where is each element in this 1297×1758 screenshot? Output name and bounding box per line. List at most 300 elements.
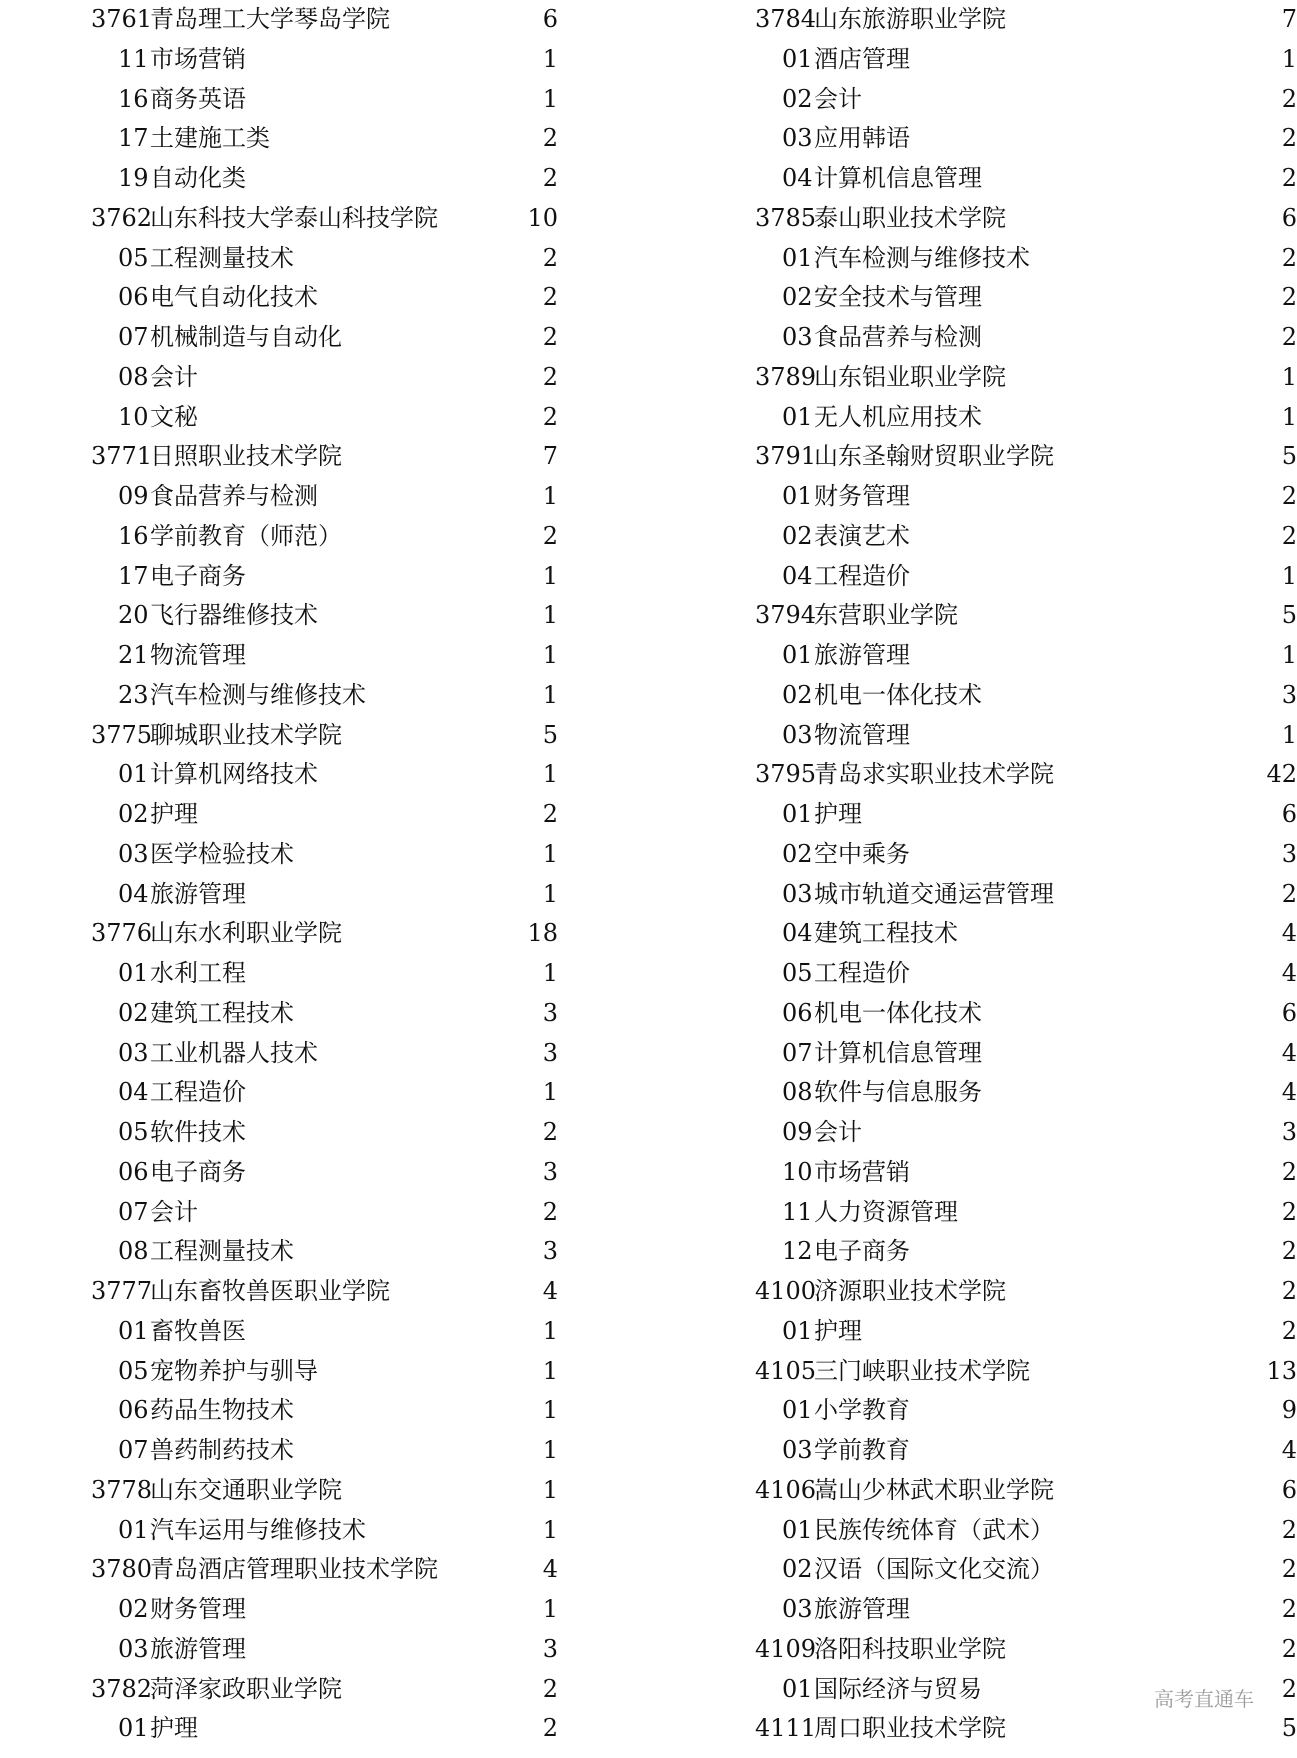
major-name: 汉语（国际文化交流）: [814, 1555, 1054, 1584]
quota-count: 1: [542, 84, 558, 113]
quota-count: 10: [527, 203, 558, 232]
school-row: [640, 755, 1297, 795]
quota-count: 1: [542, 1356, 558, 1385]
major-row: [0, 596, 590, 636]
school-code: 3761: [91, 5, 153, 33]
school-row: [0, 1272, 590, 1312]
quota-count: 2: [1281, 283, 1297, 312]
school-code: 3775: [91, 720, 153, 749]
major-code: 01: [118, 1515, 149, 1544]
major-row: [640, 119, 1297, 159]
quota-count: 5: [1281, 442, 1297, 471]
major-code: 08: [118, 362, 149, 391]
school-code: 4106: [755, 1475, 817, 1504]
major-row: [0, 1590, 590, 1630]
major-row: [640, 1431, 1297, 1471]
major-name: 电子商务: [814, 1237, 910, 1266]
right-column: [640, 0, 1297, 1749]
quota-count: 4: [1281, 1078, 1297, 1107]
quota-count: 2: [542, 124, 558, 153]
quota-count: 1: [1281, 561, 1297, 590]
major-code: 01: [118, 760, 149, 789]
major-code: 02: [118, 1595, 149, 1623]
major-name: 护理: [814, 800, 862, 828]
quota-count: 1: [542, 879, 558, 908]
major-name: 畜牧兽医: [150, 1316, 246, 1345]
quota-count: 1: [542, 641, 558, 669]
major-name: 电子商务: [150, 561, 246, 590]
school-code: 3780: [91, 1555, 153, 1584]
quota-count: 1: [542, 680, 558, 709]
major-name: 商务英语: [150, 84, 246, 113]
major-row: [0, 795, 590, 835]
school-code: 3789: [755, 362, 817, 391]
quota-count: 1: [542, 1316, 558, 1345]
major-name: 城市轨道交通运营管理: [814, 879, 1054, 908]
major-row: [640, 477, 1297, 517]
school-row: [640, 1272, 1297, 1312]
quota-count: 1: [542, 959, 558, 987]
school-code: 3794: [755, 601, 817, 630]
major-name: 小学教育: [814, 1396, 910, 1425]
major-name: 空中乘务: [814, 839, 910, 868]
school-row: [640, 1709, 1297, 1749]
quota-count: 2: [542, 800, 558, 828]
major-name: 机电一体化技术: [814, 998, 982, 1027]
quota-count: 1: [1281, 720, 1297, 749]
major-row: [0, 557, 590, 597]
quota-count: 1: [1281, 44, 1297, 73]
major-name: 旅游管理: [150, 879, 246, 908]
major-row: [0, 1193, 590, 1233]
major-row: [640, 1550, 1297, 1590]
major-code: 05: [118, 1118, 149, 1146]
major-code: 02: [782, 839, 813, 868]
school-name: 山东旅游职业学院: [814, 5, 1006, 33]
major-name: 物流管理: [814, 720, 910, 749]
major-name: 会计: [150, 362, 198, 391]
major-name: 建筑工程技术: [814, 919, 958, 948]
quota-count: 2: [1281, 521, 1297, 550]
major-code: 06: [118, 1157, 149, 1186]
major-code: 04: [782, 561, 813, 590]
school-code: 3791: [755, 442, 817, 471]
quota-count: 2: [542, 283, 558, 312]
major-row: [0, 994, 590, 1034]
quota-count: 13: [1266, 1356, 1297, 1385]
major-row: [0, 636, 590, 676]
major-code: 21: [118, 641, 149, 669]
school-name: 东营职业学院: [814, 601, 958, 630]
quota-count: 2: [542, 402, 558, 431]
major-code: 03: [782, 879, 813, 908]
quota-count: 4: [1281, 959, 1297, 987]
quota-count: 2: [1281, 323, 1297, 351]
major-name: 财务管理: [150, 1595, 246, 1623]
major-row: [0, 954, 590, 994]
major-code: 17: [118, 124, 149, 153]
major-code: 06: [118, 283, 149, 312]
school-row: [640, 437, 1297, 477]
major-name: 表演艺术: [814, 521, 910, 550]
major-code: 01: [782, 402, 813, 431]
school-code: 4100: [755, 1277, 817, 1305]
major-name: 医学检验技术: [150, 839, 294, 868]
quota-count: 2: [1281, 1316, 1297, 1345]
quota-count: 2: [542, 323, 558, 351]
school-row: [0, 1550, 590, 1590]
quota-count: 1: [1281, 362, 1297, 391]
quota-count: 6: [542, 5, 558, 33]
school-row: [640, 1630, 1297, 1670]
major-row: [640, 875, 1297, 915]
quota-count: 6: [1281, 998, 1297, 1027]
major-code: 05: [118, 1356, 149, 1385]
major-code: 10: [118, 402, 149, 431]
major-code: 17: [118, 561, 149, 590]
major-name: 安全技术与管理: [814, 283, 982, 312]
major-name: 工程测量技术: [150, 243, 294, 272]
quota-count: 2: [1281, 1197, 1297, 1226]
major-name: 工业机器人技术: [150, 1038, 318, 1067]
quota-count: 2: [1281, 482, 1297, 510]
quota-count: 4: [1281, 919, 1297, 948]
major-row: [640, 954, 1297, 994]
major-name: 会计: [814, 1118, 862, 1146]
major-row: [0, 358, 590, 398]
major-row: [0, 1511, 590, 1551]
major-row: [640, 1670, 1297, 1710]
major-row: [640, 1113, 1297, 1153]
major-code: 06: [118, 1396, 149, 1425]
school-name: 泰山职业技术学院: [814, 203, 1006, 232]
school-code: 3778: [91, 1475, 153, 1504]
quota-count: 2: [1281, 84, 1297, 113]
major-code: 03: [118, 1038, 149, 1067]
major-name: 会计: [150, 1197, 198, 1226]
major-code: 02: [782, 283, 813, 312]
quota-count: 1: [542, 1475, 558, 1504]
major-row: [640, 636, 1297, 676]
major-code: 16: [118, 84, 149, 113]
major-code: 03: [782, 124, 813, 153]
school-name: 三门峡职业技术学院: [814, 1356, 1030, 1385]
major-row: [0, 517, 590, 557]
major-name: 软件与信息服务: [814, 1078, 982, 1107]
school-row: [0, 914, 590, 954]
quota-count: 1: [542, 44, 558, 73]
major-code: 01: [118, 1316, 149, 1345]
major-row: [0, 1352, 590, 1392]
major-code: 01: [782, 1396, 813, 1425]
major-row: [0, 1431, 590, 1471]
major-code: 20: [118, 601, 149, 630]
major-code: 04: [782, 919, 813, 948]
school-code: 3784: [755, 5, 817, 33]
major-code: 07: [118, 1436, 149, 1464]
major-row: [640, 1232, 1297, 1272]
school-name: 嵩山少林武术职业学院: [814, 1475, 1054, 1504]
major-code: 08: [782, 1078, 813, 1107]
major-name: 汽车检测与维修技术: [814, 243, 1030, 272]
quota-count: 1: [542, 1515, 558, 1544]
major-code: 02: [118, 800, 149, 828]
major-name: 物流管理: [150, 641, 246, 669]
major-name: 宠物养护与驯导: [150, 1356, 318, 1385]
quota-count: 2: [1281, 1157, 1297, 1186]
major-name: 工程造价: [814, 959, 910, 987]
school-code: 3762: [91, 203, 153, 232]
major-code: 08: [118, 1237, 149, 1266]
major-row: [0, 119, 590, 159]
school-row: [0, 1670, 590, 1710]
school-name: 山东畜牧兽医职业学院: [150, 1277, 390, 1305]
major-row: [640, 398, 1297, 438]
major-code: 05: [782, 959, 813, 987]
major-row: [0, 477, 590, 517]
quota-count: 1: [542, 1396, 558, 1425]
major-code: 01: [782, 1316, 813, 1345]
major-row: [0, 239, 590, 279]
quota-count: 2: [1281, 124, 1297, 153]
major-row: [640, 278, 1297, 318]
major-name: 学前教育: [814, 1436, 910, 1464]
school-code: 3782: [91, 1674, 153, 1703]
quota-count: 2: [1281, 164, 1297, 192]
major-name: 汽车运用与维修技术: [150, 1515, 366, 1544]
quota-count: 7: [542, 442, 558, 471]
quota-count: 1: [542, 561, 558, 590]
major-row: [640, 795, 1297, 835]
major-code: 11: [782, 1197, 813, 1226]
major-row: [0, 398, 590, 438]
quota-count: 2: [542, 362, 558, 391]
major-name: 机械制造与自动化: [150, 323, 342, 351]
major-code: 01: [782, 641, 813, 669]
school-row: [640, 596, 1297, 636]
quota-count: 1: [542, 1436, 558, 1464]
major-name: 电气自动化技术: [150, 283, 318, 312]
quota-count: 7: [1281, 5, 1297, 33]
major-name: 食品营养与检测: [150, 482, 318, 510]
major-row: [0, 1312, 590, 1352]
major-row: [0, 875, 590, 915]
quota-count: 6: [1281, 203, 1297, 232]
major-row: [0, 1073, 590, 1113]
quota-count: 3: [542, 1157, 558, 1186]
major-code: 01: [782, 1515, 813, 1544]
major-code: 01: [782, 243, 813, 272]
major-code: 12: [782, 1237, 813, 1266]
major-code: 06: [782, 998, 813, 1027]
quota-count: 9: [1281, 1396, 1297, 1425]
major-row: [0, 1153, 590, 1193]
quota-count: 1: [542, 760, 558, 789]
major-row: [640, 1073, 1297, 1113]
quota-count: 5: [1281, 1714, 1297, 1743]
major-code: 07: [118, 1197, 149, 1226]
major-name: 自动化类: [150, 164, 246, 192]
school-row: [640, 199, 1297, 239]
school-name: 山东交通职业学院: [150, 1475, 342, 1504]
major-name: 文秘: [150, 402, 198, 431]
school-name: 济源职业技术学院: [814, 1277, 1006, 1305]
major-name: 市场营销: [814, 1157, 910, 1186]
quota-count: 4: [1281, 1436, 1297, 1464]
major-code: 02: [118, 998, 149, 1027]
major-code: 01: [118, 959, 149, 987]
quota-count: 3: [1281, 1118, 1297, 1146]
school-code: 3771: [91, 442, 153, 471]
major-code: 03: [782, 1436, 813, 1464]
quota-count: 2: [1281, 243, 1297, 272]
major-name: 计算机信息管理: [814, 1038, 982, 1067]
quota-count: 2: [1281, 1674, 1297, 1703]
major-code: 03: [118, 839, 149, 868]
major-code: 07: [118, 323, 149, 351]
quota-count: 6: [1281, 1475, 1297, 1504]
major-row: [640, 676, 1297, 716]
major-name: 汽车检测与维修技术: [150, 680, 366, 709]
major-name: 电子商务: [150, 1157, 246, 1186]
quota-count: 2: [542, 1118, 558, 1146]
major-row: [0, 159, 590, 199]
quota-count: 4: [542, 1277, 558, 1305]
major-name: 旅游管理: [814, 641, 910, 669]
major-code: 07: [782, 1038, 813, 1067]
major-name: 国际经济与贸易: [814, 1674, 982, 1703]
school-row: [640, 1471, 1297, 1511]
quota-count: 2: [542, 521, 558, 550]
major-row: [640, 557, 1297, 597]
major-code: 01: [782, 800, 813, 828]
school-name: 山东科技大学泰山科技学院: [150, 203, 438, 232]
major-row: [0, 1113, 590, 1153]
major-row: [640, 994, 1297, 1034]
quota-count: 2: [542, 164, 558, 192]
major-name: 工程造价: [814, 561, 910, 590]
major-code: 16: [118, 521, 149, 550]
quota-count: 4: [1281, 1038, 1297, 1067]
quota-count: 1: [1281, 402, 1297, 431]
school-name: 青岛酒店管理职业技术学院: [150, 1555, 438, 1584]
major-code: 03: [782, 323, 813, 351]
school-name: 青岛理工大学琴岛学院: [150, 5, 390, 33]
major-code: 19: [118, 164, 149, 192]
major-code: 02: [782, 680, 813, 709]
quota-count: 5: [542, 720, 558, 749]
school-row: [0, 199, 590, 239]
major-name: 计算机网络技术: [150, 760, 318, 789]
major-name: 学前教育（师范）: [150, 521, 342, 550]
major-code: 02: [782, 521, 813, 550]
school-name: 山东水利职业学院: [150, 919, 342, 948]
major-name: 市场营销: [150, 44, 246, 73]
quota-count: 3: [542, 998, 558, 1027]
major-code: 03: [782, 1595, 813, 1623]
quota-count: 1: [542, 482, 558, 510]
major-code: 11: [118, 44, 149, 73]
school-code: 3795: [755, 760, 817, 789]
quota-count: 1: [542, 601, 558, 630]
major-row: [0, 40, 590, 80]
major-row: [640, 835, 1297, 875]
school-code: 3777: [91, 1277, 153, 1305]
left-column: [0, 0, 590, 1749]
major-row: [0, 1232, 590, 1272]
quota-count: 2: [542, 1674, 558, 1703]
quota-count: 18: [527, 919, 558, 948]
school-row: [640, 358, 1297, 398]
major-row: [640, 159, 1297, 199]
major-row: [0, 1630, 590, 1670]
major-name: 财务管理: [814, 482, 910, 510]
school-code: 3785: [755, 203, 817, 232]
major-code: 09: [782, 1118, 813, 1146]
major-name: 机电一体化技术: [814, 680, 982, 709]
quota-count: 1: [542, 1078, 558, 1107]
major-row: [0, 80, 590, 120]
quota-count: 3: [1281, 839, 1297, 868]
major-row: [640, 1193, 1297, 1233]
major-name: 应用韩语: [814, 124, 910, 153]
quota-count: 2: [1281, 1515, 1297, 1544]
quota-count: 5: [1281, 601, 1297, 630]
major-name: 土建施工类: [150, 124, 270, 153]
major-row: [640, 1511, 1297, 1551]
major-name: 软件技术: [150, 1118, 246, 1146]
school-name: 青岛求实职业技术学院: [814, 760, 1054, 789]
major-name: 护理: [150, 1714, 198, 1743]
quota-count: 42: [1266, 760, 1297, 789]
school-name: 聊城职业技术学院: [150, 720, 342, 749]
major-name: 水利工程: [150, 959, 246, 987]
major-name: 无人机应用技术: [814, 402, 982, 431]
major-row: [0, 318, 590, 358]
major-code: 01: [118, 1714, 149, 1743]
major-row: [640, 40, 1297, 80]
quota-count: 2: [1281, 1634, 1297, 1663]
major-code: 03: [782, 720, 813, 749]
major-row: [640, 1590, 1297, 1630]
school-name: 洛阳科技职业学院: [814, 1634, 1006, 1663]
quota-count: 3: [542, 1237, 558, 1266]
school-row: [640, 1352, 1297, 1392]
major-code: 10: [782, 1157, 813, 1186]
quota-count: 2: [1281, 1555, 1297, 1584]
major-name: 飞行器维修技术: [150, 601, 318, 630]
school-code: 4111: [755, 1714, 817, 1743]
major-name: 人力资源管理: [814, 1197, 958, 1226]
major-name: 药品生物技术: [150, 1396, 294, 1425]
quota-count: 2: [1281, 879, 1297, 908]
major-name: 工程造价: [150, 1078, 246, 1107]
major-name: 护理: [150, 800, 198, 828]
major-row: [640, 914, 1297, 954]
major-name: 酒店管理: [814, 44, 910, 73]
major-code: 05: [118, 243, 149, 272]
major-code: 02: [782, 1555, 813, 1584]
major-name: 民族传统体育（武术）: [814, 1515, 1054, 1544]
school-row: [640, 0, 1297, 40]
major-name: 食品营养与检测: [814, 323, 982, 351]
major-name: 旅游管理: [814, 1595, 910, 1623]
school-code: 3776: [91, 919, 153, 948]
school-row: [0, 0, 590, 40]
quota-count: 1: [542, 839, 558, 868]
major-row: [640, 239, 1297, 279]
major-name: 建筑工程技术: [150, 998, 294, 1027]
